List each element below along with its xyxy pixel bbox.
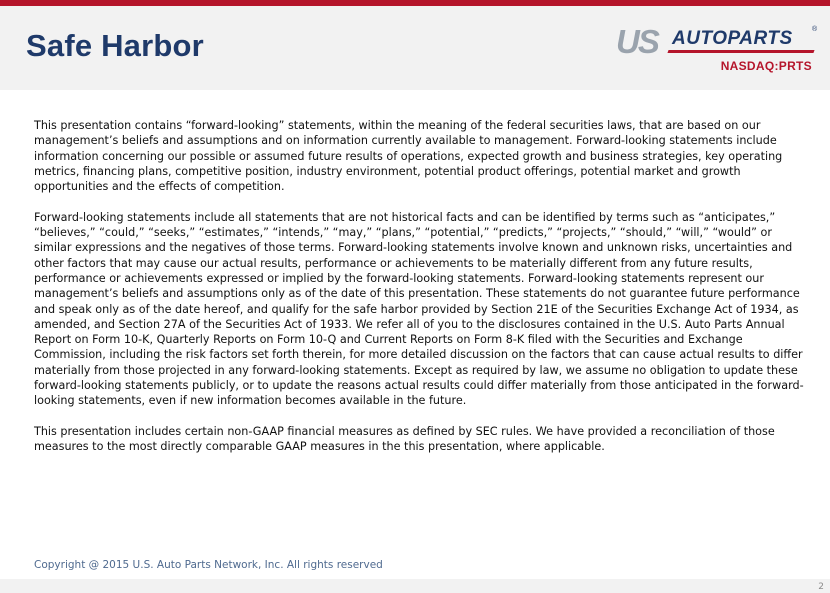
paragraph-forward-looking-intro: This presentation contains “forward-looking” statements, within the meaning of the federal securities laws, that are based on our management’s beliefs and assumptions and on information currently available to management. Forward-looking statements include information concerning our possible or assumed future results of operations, expected growth and business strategies, key operating metrics, financing plans, competitive position, industry environment, potential product offerings, potential market and growth opportunities and the effects of competition. — [34, 119, 783, 194]
paragraph-non-gaap: This presentation includes certain non-GAAP financial measures as defined by SEC rules. We have provided a reconciliation of those measures to the most directly comparable GAAP measures in the this presentation, where applicable. — [34, 424, 775, 454]
footer-band — [0, 579, 830, 593]
safe-harbor-body — [34, 118, 804, 470]
paragraph-forward-looking-terms: Forward-looking statements include all statements that are not historical facts and can be identified by terms such as “anticipates,” “believes,” “could,” “seeks,” “estimates,” “intends,” “may,” “plans,” “potential,” “predicts,” “projects,” “should,” “will,” “would” or similar expressions and the negatives of those terms. Forward-looking statements involve known and unknown risks, uncertainties and other factors that may cause our actual results, performance or achievements to be materially different from any future results, performance or achievements expressed or implied by the forward-looking statements. Forward-looking statements represent our management’s beliefs and assumptions only as of the date of this presentation. These statements do not guarantee future performance and speak only as of the date hereof, and qualify for the safe harbor provided by Section 21E of the Securities Exchange Act of 1934, as amended, and Section 27A of the Securities Act of 1933. We refer all of you to the disclosures contained in the U.S. Auto Parts Annual Report on Form 10-K, Quarterly Reports on Form 10-Q and Current Reports on Form 8-K filed with the Securities and Exchange Commission, including the risk factors set forth therein, for more detailed discussion on the factors that can cause actual results to differ materially from those projected in any forward-looking statements. Except as required by law, we assume no obligation to update these forward-looking statements publicly, or to update the reasons actual results could differ materially from those anticipated in the forward-looking statements, even if new information becomes available in the future. — [34, 210, 804, 408]
logo-autoparts-text: AUTOPARTS — [672, 28, 793, 49]
page-title: Safe Harbor — [26, 28, 204, 63]
page-number: 2 — [818, 582, 824, 592]
nasdaq-ticker: NASDAQ:PRTS — [720, 59, 812, 73]
logo-registered-mark: ® — [812, 26, 818, 33]
company-logo — [616, 24, 816, 74]
logo-us-text: US — [616, 23, 658, 60]
logo-underline — [667, 50, 814, 53]
copyright-notice: Copyright @ 2015 U.S. Auto Parts Network, Inc. All rights reserved — [34, 559, 383, 571]
